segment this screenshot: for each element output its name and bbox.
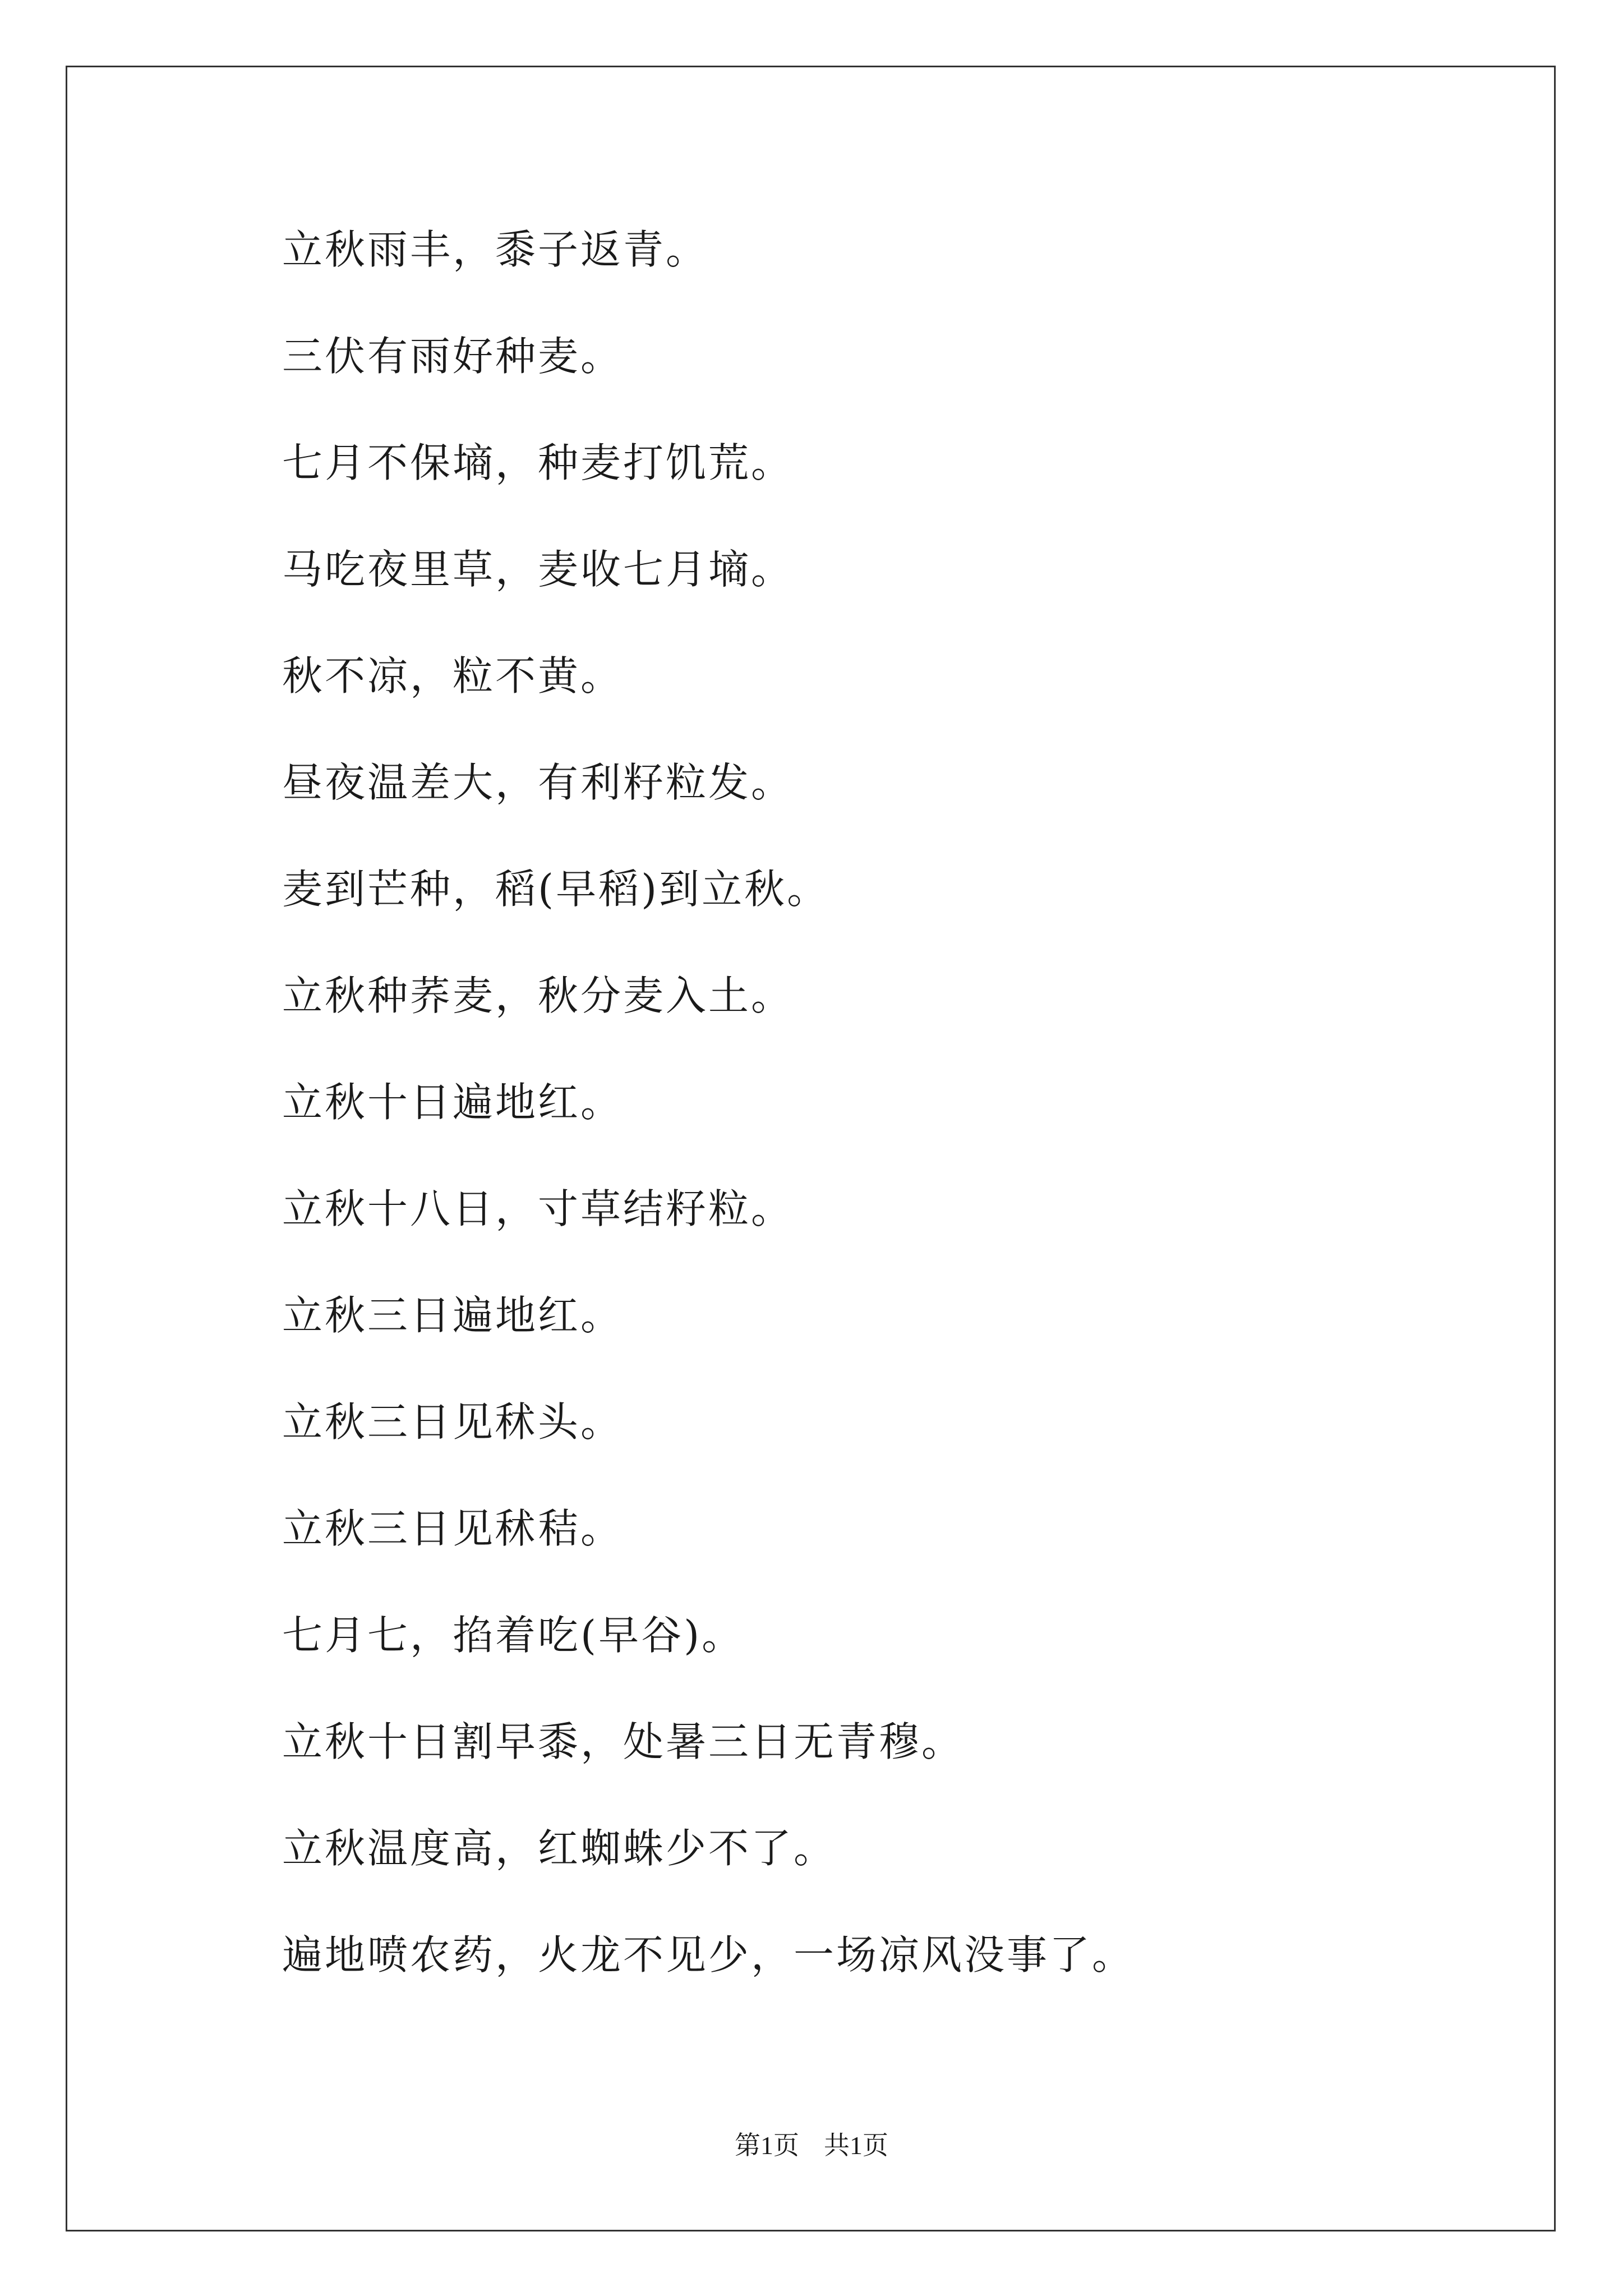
page-number-total: 共1页 [824,2131,888,2160]
text-line: 立秋三日见秫秸。 [282,1505,624,1552]
text-line: 七月七，掐着吃(早谷)。 [282,1612,745,1659]
text-line: 秋不凉，粒不黄。 [282,652,624,700]
text-line: 立秋十八日，寸草结籽粒。 [282,1185,794,1232]
text-line: 立秋十日割早黍，处暑三日无青穆。 [282,1718,965,1765]
text-line: 立秋雨丰，黍子返青。 [282,226,709,273]
text-line: 七月不保墒，种麦打饥荒。 [282,439,794,486]
text-line: 马吃夜里草，麦收七月墒。 [282,546,794,593]
text-line: 立秋温度高，红蜘蛛少不了。 [282,1825,837,1872]
text-line: 麦到芒种，稻(早稻)到立秋。 [282,866,830,913]
page-footer [0,2129,1623,2162]
text-line: 立秋种荞麦，秋分麦入土。 [282,972,794,1019]
page-number-current: 第1页 [735,2131,799,2160]
text-line: 遍地喷农药，火龙不见少，一场凉风没事了。 [282,1931,1135,1978]
text-line: 昼夜温差大，有利籽粒发。 [282,759,794,806]
text-line: 立秋三日见秫头。 [282,1398,624,1446]
document-body [282,219,1460,2031]
text-line: 三伏有雨好种麦。 [282,333,624,380]
text-line: 立秋十日遍地红。 [282,1079,624,1126]
text-line: 立秋三日遍地红。 [282,1292,624,1339]
